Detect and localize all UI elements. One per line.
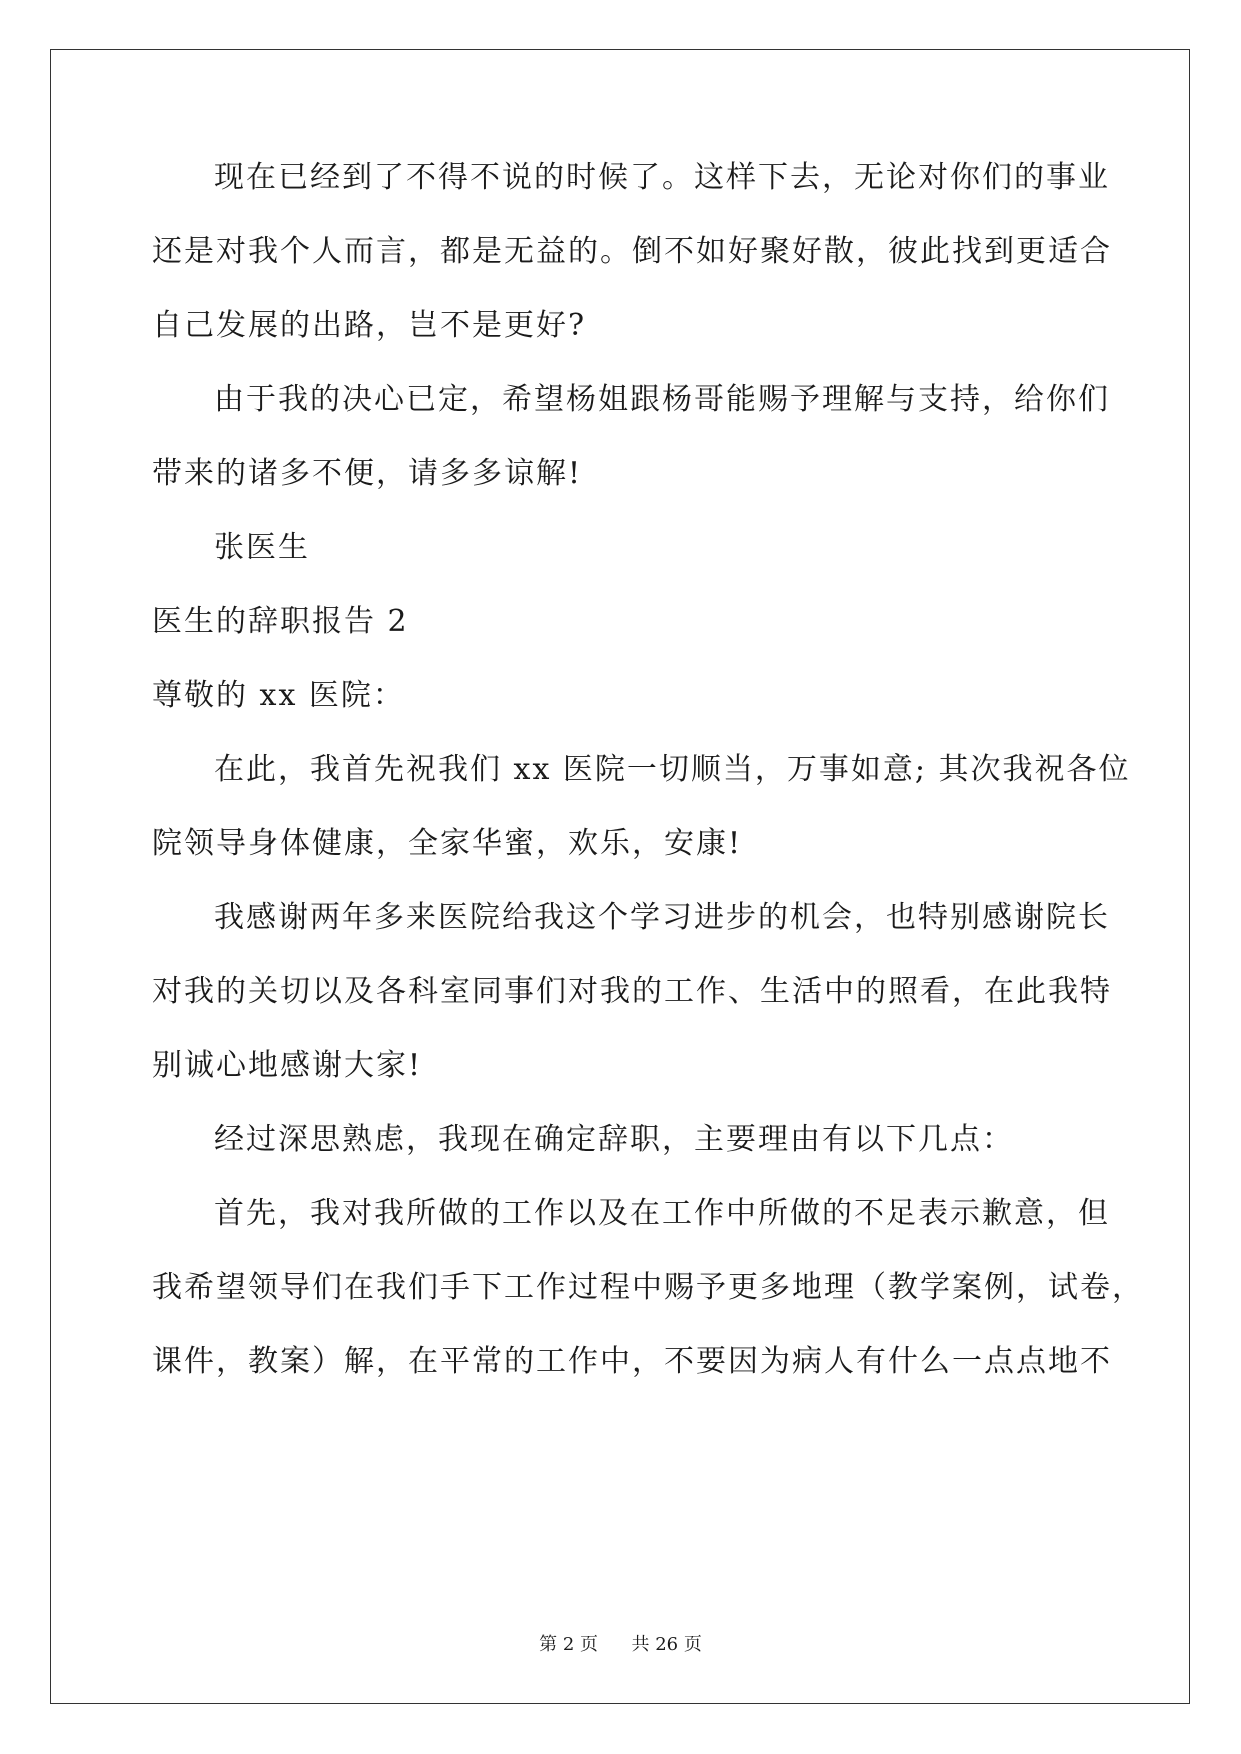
paragraph-line: 还是对我个人而言，都是无益的。倒不如好聚好散，彼此找到更适合 [152,234,1112,269]
page-border [50,49,1190,1704]
paragraph-line: 经过深思熟虑，我现在确定辞职，主要理由有以下几点： [214,1122,1014,1157]
signature-name: 张医生 [214,530,310,565]
salutation: 尊敬的 xx 医院： [152,678,405,713]
section-title: 医生的辞职报告 2 [152,604,409,639]
paragraph-line: 在此，我首先祝我们 xx 医院一切顺当，万事如意; 其次我祝各位 [214,752,1131,787]
paragraph-line: 现在已经到了不得不说的时候了。这样下去，无论对你们的事业 [214,160,1110,195]
paragraph-line: 自己发展的出路，岂不是更好? [152,308,587,343]
paragraph-line: 对我的关切以及各科室同事们对我的工作、生活中的照看，在此我特 [152,974,1112,1009]
paragraph-line: 我希望领导们在我们手下工作过程中赐予更多地理（教学案例，试卷， [152,1270,1144,1305]
page-total: 共 26 页 [631,1634,702,1655]
paragraph-line: 院领导身体健康，全家华蜜，欢乐，安康! [152,826,743,861]
paragraph-line: 首先，我对我所做的工作以及在工作中所做的不足表示歉意，但 [214,1196,1110,1231]
paragraph-line: 别诚心地感谢大家! [152,1048,423,1083]
page-number: 第 2 页 [539,1634,599,1655]
paragraph-line: 由于我的决心已定，希望杨姐跟杨哥能赐予理解与支持，给你们 [214,382,1110,417]
paragraph-line: 我感谢两年多来医院给我这个学习进步的机会，也特别感谢院长 [214,900,1110,935]
page-footer [0,1630,1241,1656]
paragraph-line: 带来的诸多不便，请多多谅解! [152,456,583,491]
paragraph-line: 课件，教案）解，在平常的工作中，不要因为病人有什么一点点地不 [152,1344,1112,1379]
